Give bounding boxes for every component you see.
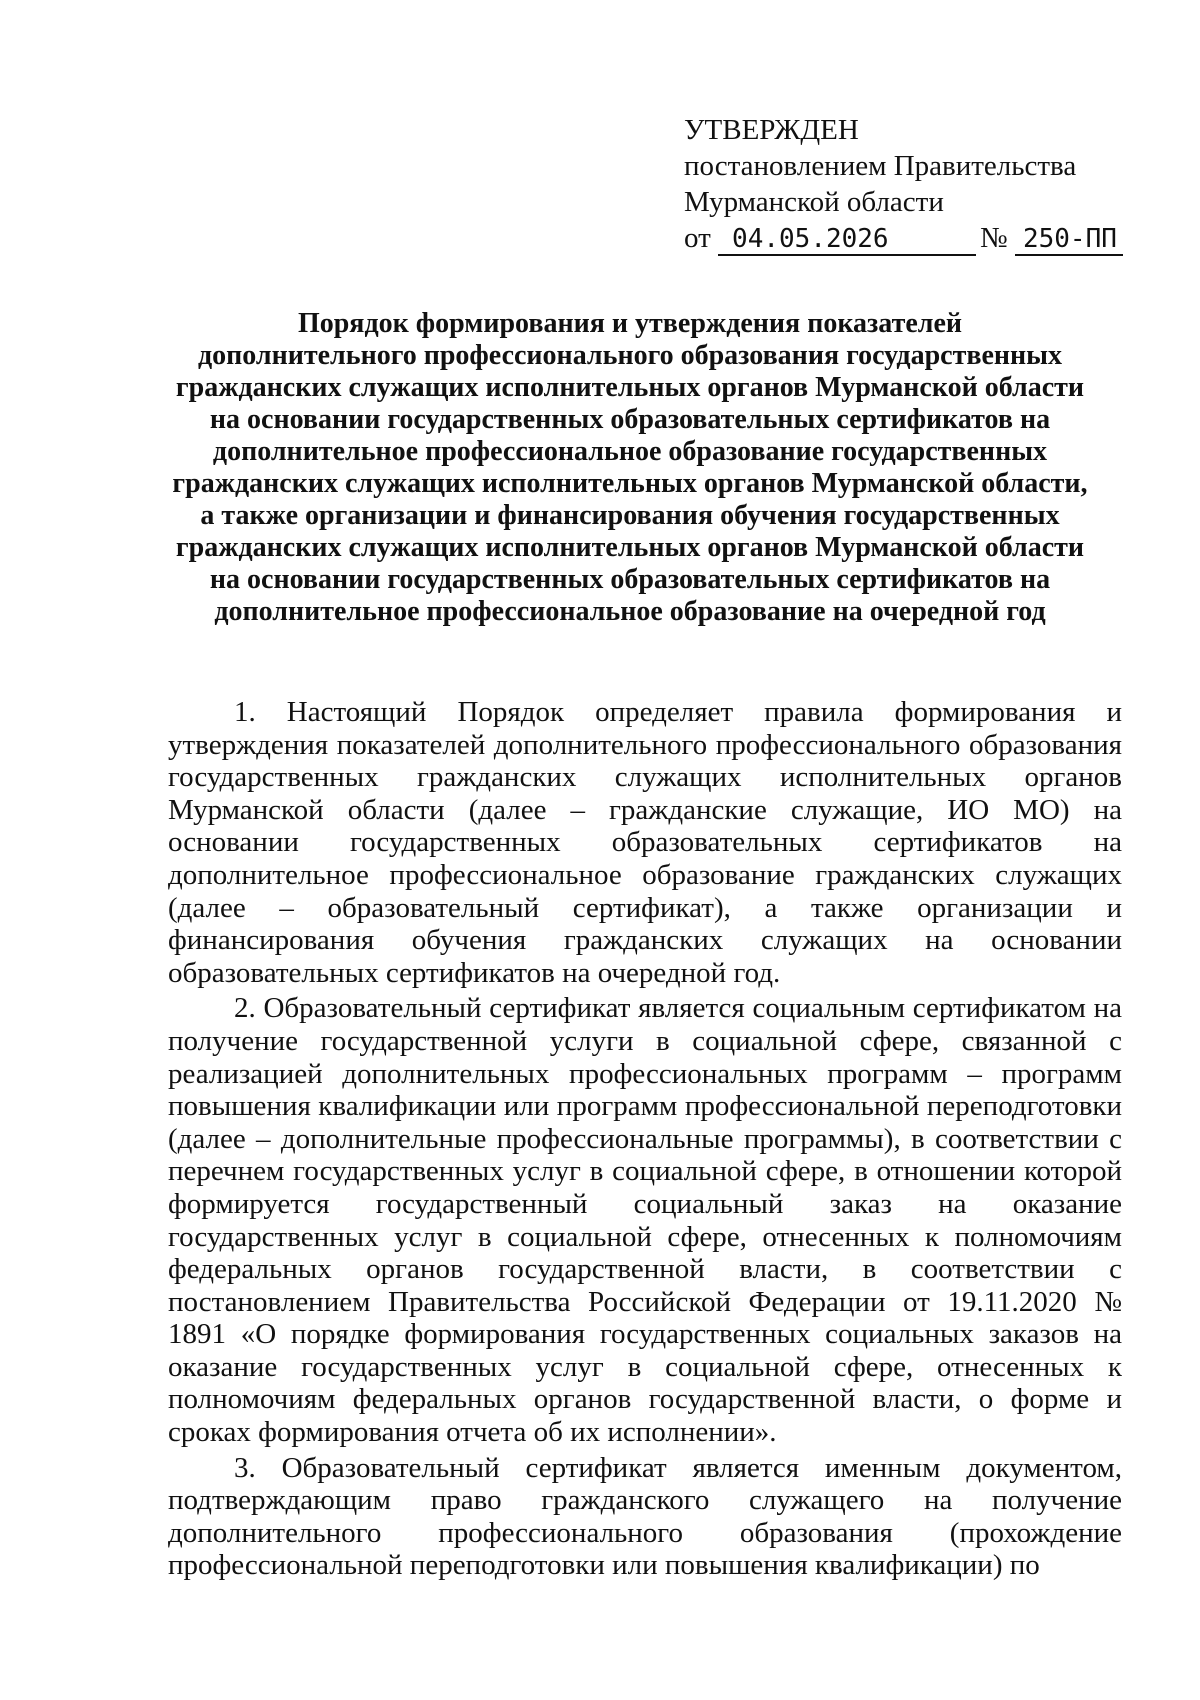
title-line: на основании государственных образовательных сертификатов на xyxy=(209,404,1051,435)
approval-number-value: 250-ПП xyxy=(1015,224,1123,256)
approval-date-number-line xyxy=(684,220,1124,256)
title-line: Порядок формирования и утверждения показателей xyxy=(297,308,963,339)
title-line: гражданских служащих исполнительных органов Мурманской области xyxy=(175,532,1085,563)
title-line: дополнительного профессионального образования государственных xyxy=(197,340,1063,371)
paragraph-1: 1. Настоящий Порядок определяет правила формирования и утверждения показателей дополнительного профессионального образования государственных гражданских служащих исполнительных органов Мурманской области (далее – гражданские служащие, ИО МО) на основании государственных образовательных сертификатов на дополнительное профессиональное образование гражданских служащих (далее – образовательный сертификат), а также организации и финансирования обучения гражданских служащих на основании образовательных сертификатов на очередной год. xyxy=(168,696,1122,989)
title-line: гражданских служащих исполнительных органов Мурманской области, xyxy=(172,468,1088,499)
title-line: дополнительное профессиональное образование на очередной год xyxy=(214,596,1046,627)
title-line: дополнительное профессиональное образование государственных xyxy=(212,436,1048,467)
title-line: гражданских служащих исполнительных органов Мурманской области xyxy=(175,372,1085,403)
document-body xyxy=(168,696,1122,1582)
approval-number-sign: № xyxy=(980,222,1008,254)
paragraph-2: 2. Образовательный сертификат является социальным сертификатом на получение государственной услуги в социальной сфере, связанной с реализацией дополнительных профессиональных программ – программ повышения квалификации или программ профессиональной переподготовки (далее – дополнительные профессиональные программы), в соответствии с перечнем государственных услуг в социальной сфере, в отношении которой формируется государственный социальный заказ на оказание государственных услуг в социальной сфере, отнесенных к полномочиям федеральных органов государственной власти, в соответствии с постановлением Правительства Российской Федерации от 19.11.2020 № 1891 «О порядке формирования государственных социальных заказов на оказание государственных услуг в социальной сфере, отнесенных к полномочиям федеральных органов государственной власти, о форме и сроках формирования отчета об их исполнении». xyxy=(168,992,1122,1449)
approval-heading: УТВЕРЖДЕН xyxy=(684,114,859,146)
approval-line-2: Мурманской области xyxy=(684,186,944,218)
approval-date-value: 04.05.2026 xyxy=(718,224,976,256)
document-title xyxy=(150,308,1110,628)
title-line: на основании государственных образовательных сертификатов на xyxy=(209,564,1051,595)
paragraph-3: 3. Образовательный сертификат является именным документом, подтверждающим право гражданского служащего на получение дополнительного профессионального образования (прохождение профессиональной переподготовки или повышения квалификации) по xyxy=(168,1451,1122,1582)
approval-block xyxy=(684,112,1124,256)
title-line: а также организации и финансирования обучения государственных xyxy=(200,500,1060,531)
approval-line-1: постановлением Правительства xyxy=(684,150,1077,182)
approval-date-prefix: от xyxy=(684,222,711,254)
